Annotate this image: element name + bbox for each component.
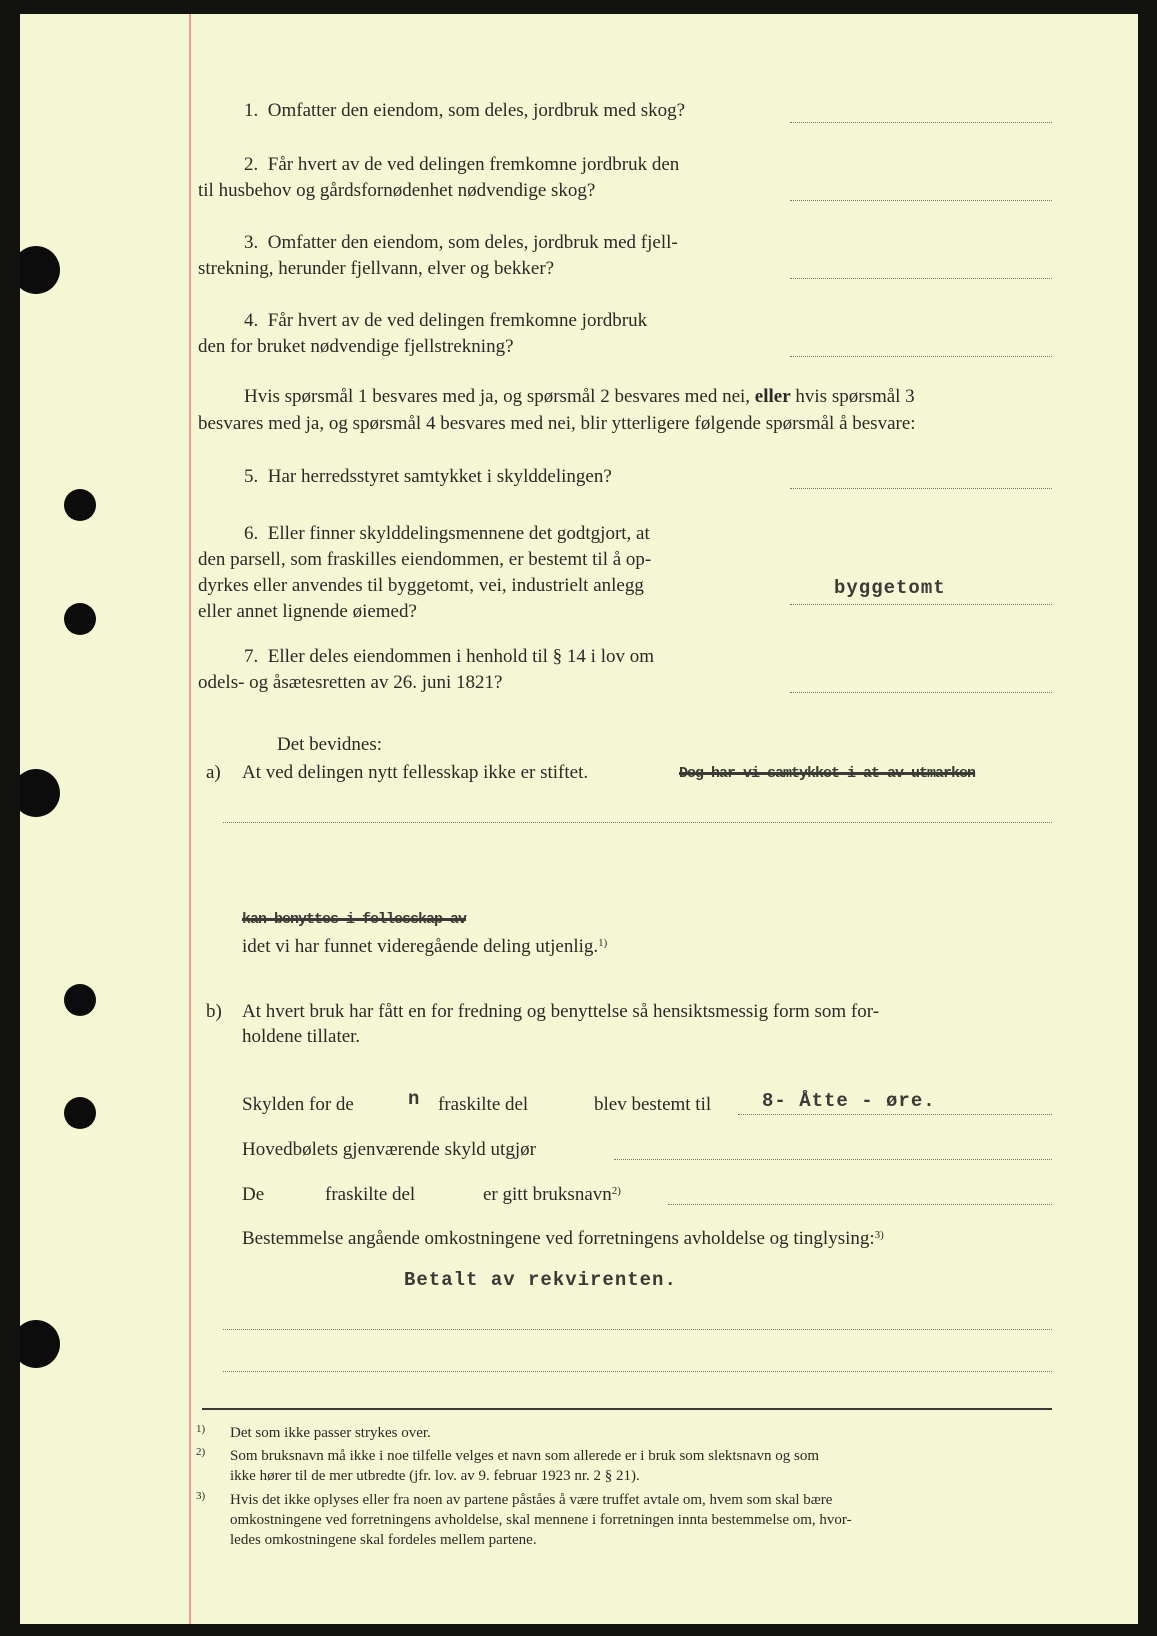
punch-hole (20, 769, 60, 817)
costs-line-1 (223, 1329, 1052, 1330)
findings-heading: Det bevidnes: (277, 734, 383, 755)
skyld-label-2: fraskilte del (438, 1094, 529, 1115)
footnote-rule (202, 1408, 1052, 1410)
skyld-typed-n: n (408, 1088, 421, 1110)
finding-b-label: b) (206, 1001, 222, 1022)
answer-line-3 (790, 278, 1052, 279)
condition-bold: eller (754, 386, 791, 407)
name-line (668, 1204, 1052, 1205)
finding-a-continuation: idet vi har funnet videregående deling utjenlig.$^{1)}$ (242, 936, 608, 957)
punch-hole (20, 246, 60, 294)
document-page (20, 14, 1138, 1624)
question-2: 2. Får hvert av de ved delingen fremkomne jordbruk den til husbehov og gårdsfornødenhet nødvendige skog? (198, 154, 680, 201)
punch-hole (64, 1097, 96, 1129)
finding-b-line-1: At hvert bruk har fått en for fredning og benyttelse så hensiktsmessig form som for- (242, 1001, 880, 1022)
question-3: 3. Omfatter den eiendom, som deles, jordbruk med fjell- strekning, herunder fjellvann, elver og bekker? (198, 232, 678, 279)
question-5: 5. Har herredsstyret samtykket i skylddelingen? (244, 466, 612, 487)
footnote-2: 2) Som bruksnavn må ikke i noe tilfelle velges et navn som allerede er i bruk som slektsnavn og som ikke hører til de mer utbredte (jfr. lov. av 9. februar 1923 nr. 2 § 21). (196, 1446, 820, 1484)
question-text: Omfatter den eiendom, som deles, jordbruk med skog? (267, 100, 686, 121)
answer-line-6 (790, 604, 1052, 605)
name-label-1: De (242, 1184, 265, 1205)
footnote-1: 1) Det som ikke passer strykes over. (196, 1423, 431, 1441)
punch-hole (20, 1320, 60, 1368)
costs-value: Betalt av rekvirenten. (404, 1269, 677, 1291)
margin-line (189, 14, 191, 1624)
punch-hole (64, 603, 96, 635)
question-4: 4. Får hvert av de ved delingen fremkomne jordbruk den for bruket nødvendige fjellstrekning? (198, 310, 648, 357)
punch-hole (64, 984, 96, 1016)
answer-6-typed: byggetomt (834, 577, 946, 599)
question-7: 7. Eller deles eiendommen i henhold til § 14 i lov om odels- og åsætesretten av 26. juni 1821? (198, 646, 655, 693)
finding-a-text: At ved delingen nytt fellesskap ikke er stiftet. (242, 762, 589, 783)
condition-line-1: Hvis spørsmål 1 besvares med ja, og spørsmål 2 besvares med nei, eller hvis spørsmål 3 (244, 386, 915, 407)
answer-line-7 (790, 692, 1052, 693)
punch-hole (64, 489, 96, 521)
question-6: 6. Eller finner skylddelingsmennene det godtgjort, at den parsell, som fraskilles eiendommen, er bestemt til å op- dyrkes eller anvendes til byggetomt, vei, industrielt anlegg eller annet lignende øiemed? (198, 523, 652, 622)
costs-line-2 (223, 1371, 1052, 1372)
answer-line-1 (790, 122, 1052, 123)
question-1 (244, 98, 685, 124)
answer-line-4 (790, 356, 1052, 357)
skyld-value-line (738, 1114, 1052, 1115)
skyld-label-1: Skylden for de (242, 1094, 354, 1115)
finding-a-struck-text-2: kan benyttes i fellesskap av (242, 911, 467, 928)
answer-line-2 (790, 200, 1052, 201)
finding-a-label: a) (206, 762, 221, 783)
footnote-3: 3) Hvis det ikke oplyses eller fra noen av partene påståes å være truffet avtale om, hvem som skal bære omkostningene ved forretningens avholdelse, skal mennene i forretningen innta bestemmelse om, hvor- ledes omkostningene skal fordeles mellem partene. (196, 1490, 852, 1548)
remaining-label: Hovedbølets gjenværende skyld utgjør (242, 1139, 536, 1160)
question-number: 1. (244, 100, 259, 121)
condition-line-2: besvares med ja, og spørsmål 4 besvares med nei, blir ytterligere følgende spørsmål å besvare: (198, 413, 916, 434)
remaining-line (614, 1159, 1052, 1160)
costs-label: Bestemmelse angående omkostningene ved forretningens avholdelse og tinglysing:$^{3)}$ (242, 1228, 884, 1249)
finding-a-line-2 (223, 822, 1052, 823)
skyld-value: 8- Åtte - øre. (762, 1090, 936, 1112)
name-label-3: er gitt bruksnavn$^{2)}$ (483, 1184, 621, 1205)
finding-a-struck-text: Dog har vi samtykket i at av utmarken (679, 765, 976, 782)
answer-line-5 (790, 488, 1052, 489)
finding-b-line-2: holdene tillater. (242, 1026, 361, 1047)
name-label-2: fraskilte del (325, 1184, 416, 1205)
skyld-label-3: blev bestemt til (594, 1094, 712, 1115)
